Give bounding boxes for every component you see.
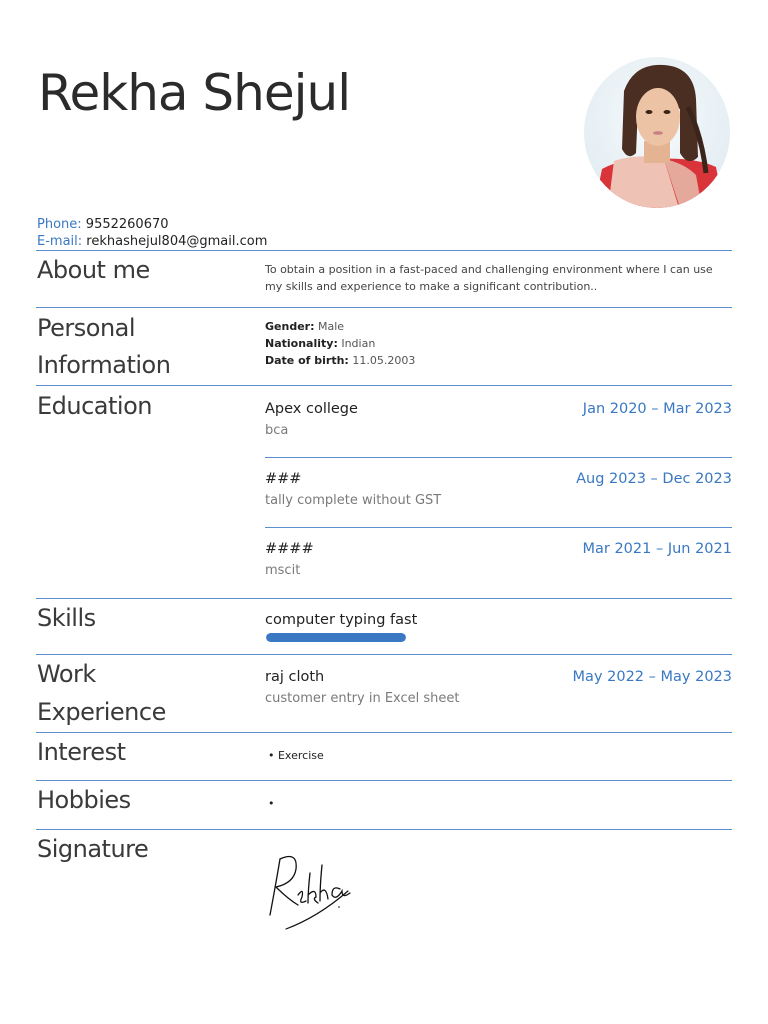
gender-label: Gender:	[265, 320, 315, 333]
education-entry-title: Apex college	[265, 401, 358, 417]
nationality-line	[265, 337, 375, 350]
section-divider	[36, 385, 732, 386]
skill-name: computer typing fast	[265, 612, 418, 628]
education-entry-subtitle: mscit	[265, 563, 301, 578]
interest-title: Interest	[37, 738, 126, 766]
email-label: E-mail:	[37, 234, 83, 249]
about-text: To obtain a position in a fast-paced and challenging environment where I can use my skills and experience to make a significant contribution..	[265, 263, 713, 293]
dob-label: Date of birth:	[265, 354, 349, 367]
contact-phone-line	[37, 216, 267, 233]
email-value: rekhashejul804@gmail.com	[86, 234, 268, 249]
education-entry-title: ####	[265, 541, 314, 557]
work-entry-dates: May 2022 – May 2023	[572, 669, 732, 685]
signature-title: Signature	[37, 835, 149, 863]
about-title: About me	[37, 256, 150, 284]
gender-line	[265, 320, 344, 333]
profile-photo-image	[584, 57, 730, 208]
dob-line	[265, 354, 415, 367]
personal-title-line2: Information	[37, 351, 171, 379]
phone-value: 9552260670	[85, 217, 169, 232]
work-title-line1: Work	[37, 660, 96, 688]
hobbies-title: Hobbies	[37, 786, 131, 814]
dob-value: 11.05.2003	[352, 354, 416, 367]
section-divider	[36, 732, 732, 733]
signature-drawing	[258, 843, 358, 938]
gender-value: Male	[317, 320, 345, 333]
education-entry-dates: Jan 2020 – Mar 2023	[582, 401, 732, 417]
interest-item: • Exercise	[268, 749, 324, 762]
work-entry-subtitle: customer entry in Excel sheet	[265, 691, 460, 706]
nationality-value: Indian	[341, 337, 376, 350]
entry-divider	[265, 527, 732, 528]
skills-title: Skills	[37, 604, 96, 632]
phone-label: Phone:	[37, 217, 82, 232]
resume-name: Rekha Shejul	[38, 64, 351, 122]
personal-title-line1: Personal	[37, 314, 136, 342]
section-divider	[36, 654, 732, 655]
education-entry-subtitle: tally complete without GST	[265, 493, 442, 508]
education-entry-dates: Aug 2023 – Dec 2023	[576, 471, 732, 487]
section-divider	[36, 307, 732, 308]
profile-photo	[584, 57, 730, 208]
education-entry-title: ###	[265, 471, 302, 487]
work-title-line2: Experience	[37, 698, 166, 726]
contact-block	[37, 216, 267, 250]
contact-email-line	[37, 233, 267, 250]
section-divider	[36, 598, 732, 599]
hobby-item: •	[268, 797, 275, 810]
work-entry-title: raj cloth	[265, 669, 325, 685]
section-divider	[36, 780, 732, 781]
skill-level-bar	[266, 633, 406, 642]
nationality-label: Nationality:	[265, 337, 338, 350]
skill-level-fill	[266, 633, 406, 642]
signature-image	[258, 843, 358, 938]
entry-divider	[265, 457, 732, 458]
education-entry-subtitle: bca	[265, 423, 289, 438]
education-title: Education	[37, 392, 152, 420]
education-entry-dates: Mar 2021 – Jun 2021	[582, 541, 732, 557]
